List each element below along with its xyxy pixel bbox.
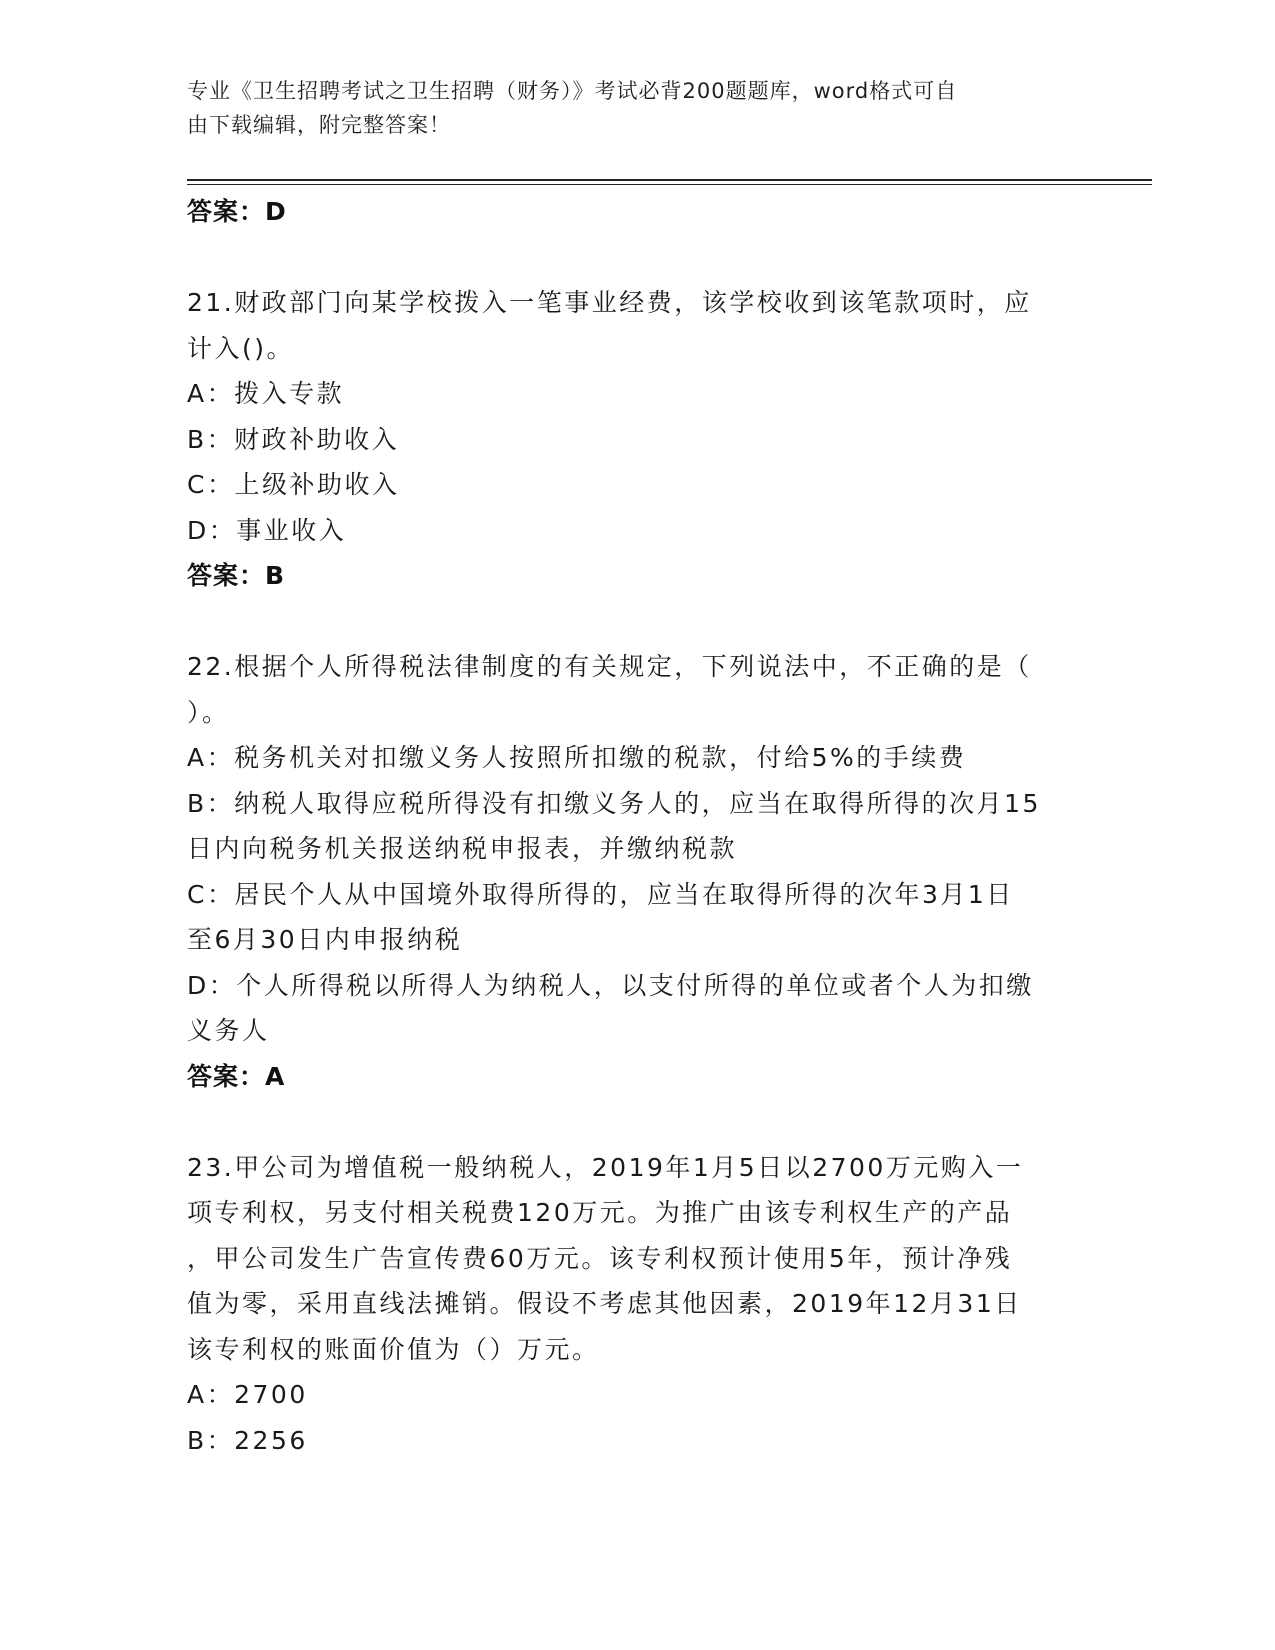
- option-line: C：居民个人从中国境外取得所得的，应当在取得所得的次年3月1日: [187, 879, 1014, 909]
- question-stem-line: ，甲公司发生广告宣传费60万元。该专利权预计使用5年，预计净残: [187, 1243, 1013, 1273]
- option-b: [187, 417, 1087, 463]
- option-line: D：事业收入: [187, 515, 347, 545]
- question-stem-line: 计入()。: [187, 333, 295, 363]
- option-d: [187, 963, 1087, 1054]
- question-block: [187, 1145, 1087, 1464]
- option-line: B：财政补助收入: [187, 424, 400, 454]
- option-line: B：2256: [187, 1425, 308, 1455]
- question-block: [187, 644, 1087, 1099]
- option-line: 至6月30日内申报纳税: [187, 925, 463, 954]
- question-stem-line: 23.甲公司为增值税一般纳税人，2019年1月5日以2700万元购入一: [187, 1152, 1024, 1182]
- question-stem-line: 22.根据个人所得税法律制度的有关规定，下列说法中，不正确的是（: [187, 652, 1032, 681]
- option-line: A：2700: [187, 1380, 308, 1409]
- option-line: D：个人所得税以所得人为纳税人，以支付所得的单位或者个人为扣缴: [187, 970, 1034, 1000]
- option-b: [187, 1418, 1087, 1464]
- answer-line: 答案：B: [187, 561, 286, 590]
- answer-line: 答案：A: [187, 1061, 286, 1091]
- option-c: [187, 872, 1087, 963]
- question-block: [187, 280, 1087, 598]
- option-line: A：税务机关对扣缴义务人按照所扣缴的税款，付给5%的手续费: [187, 743, 967, 772]
- question-stem-line: 项专利权，另支付相关税费120万元。为推广由该专利权生产的产品: [187, 1198, 1013, 1227]
- option-line: A：拨入专款: [187, 379, 345, 408]
- option-a: [187, 1372, 1087, 1418]
- header-divider-thin: [187, 184, 1152, 185]
- option-d: [187, 508, 1087, 554]
- option-line: B：纳税人取得应税所得没有扣缴义务人的，应当在取得所得的次月15: [187, 788, 1041, 818]
- questions-content: [187, 189, 1087, 1463]
- option-line: 日内向税务机关报送纳税申报表，并缴纳税款: [187, 834, 738, 863]
- question-stem-line: 该专利权的账面价值为（）万元。: [187, 1334, 600, 1364]
- document-header: [187, 74, 1067, 142]
- header-line-2: 由下载编辑，附完整答案！: [187, 113, 451, 137]
- option-b: [187, 781, 1087, 872]
- option-a: [187, 735, 1087, 781]
- question-stem: [187, 644, 1087, 735]
- question-stem-line: 21.财政部门向某学校拨入一笔事业经费，该学校收到该笔款项时，应: [187, 288, 1032, 317]
- header-divider-thick: [187, 179, 1152, 181]
- question-stem: [187, 1145, 1087, 1373]
- option-a: [187, 371, 1087, 417]
- header-line-1: 专业《卫生招聘考试之卫生招聘（财务）》考试必背200题题库，word格式可自: [187, 79, 958, 103]
- question-stem-line: ）。: [187, 697, 230, 727]
- option-line: 义务人: [187, 1016, 270, 1045]
- option-c: [187, 462, 1087, 508]
- question-stem-line: 值为零，采用直线法摊销。假设不考虑其他因素，2019年12月31日: [187, 1289, 1022, 1318]
- option-line: C：上级补助收入: [187, 470, 400, 499]
- question-stem: [187, 280, 1087, 371]
- answer-line: 答案：D: [187, 197, 287, 226]
